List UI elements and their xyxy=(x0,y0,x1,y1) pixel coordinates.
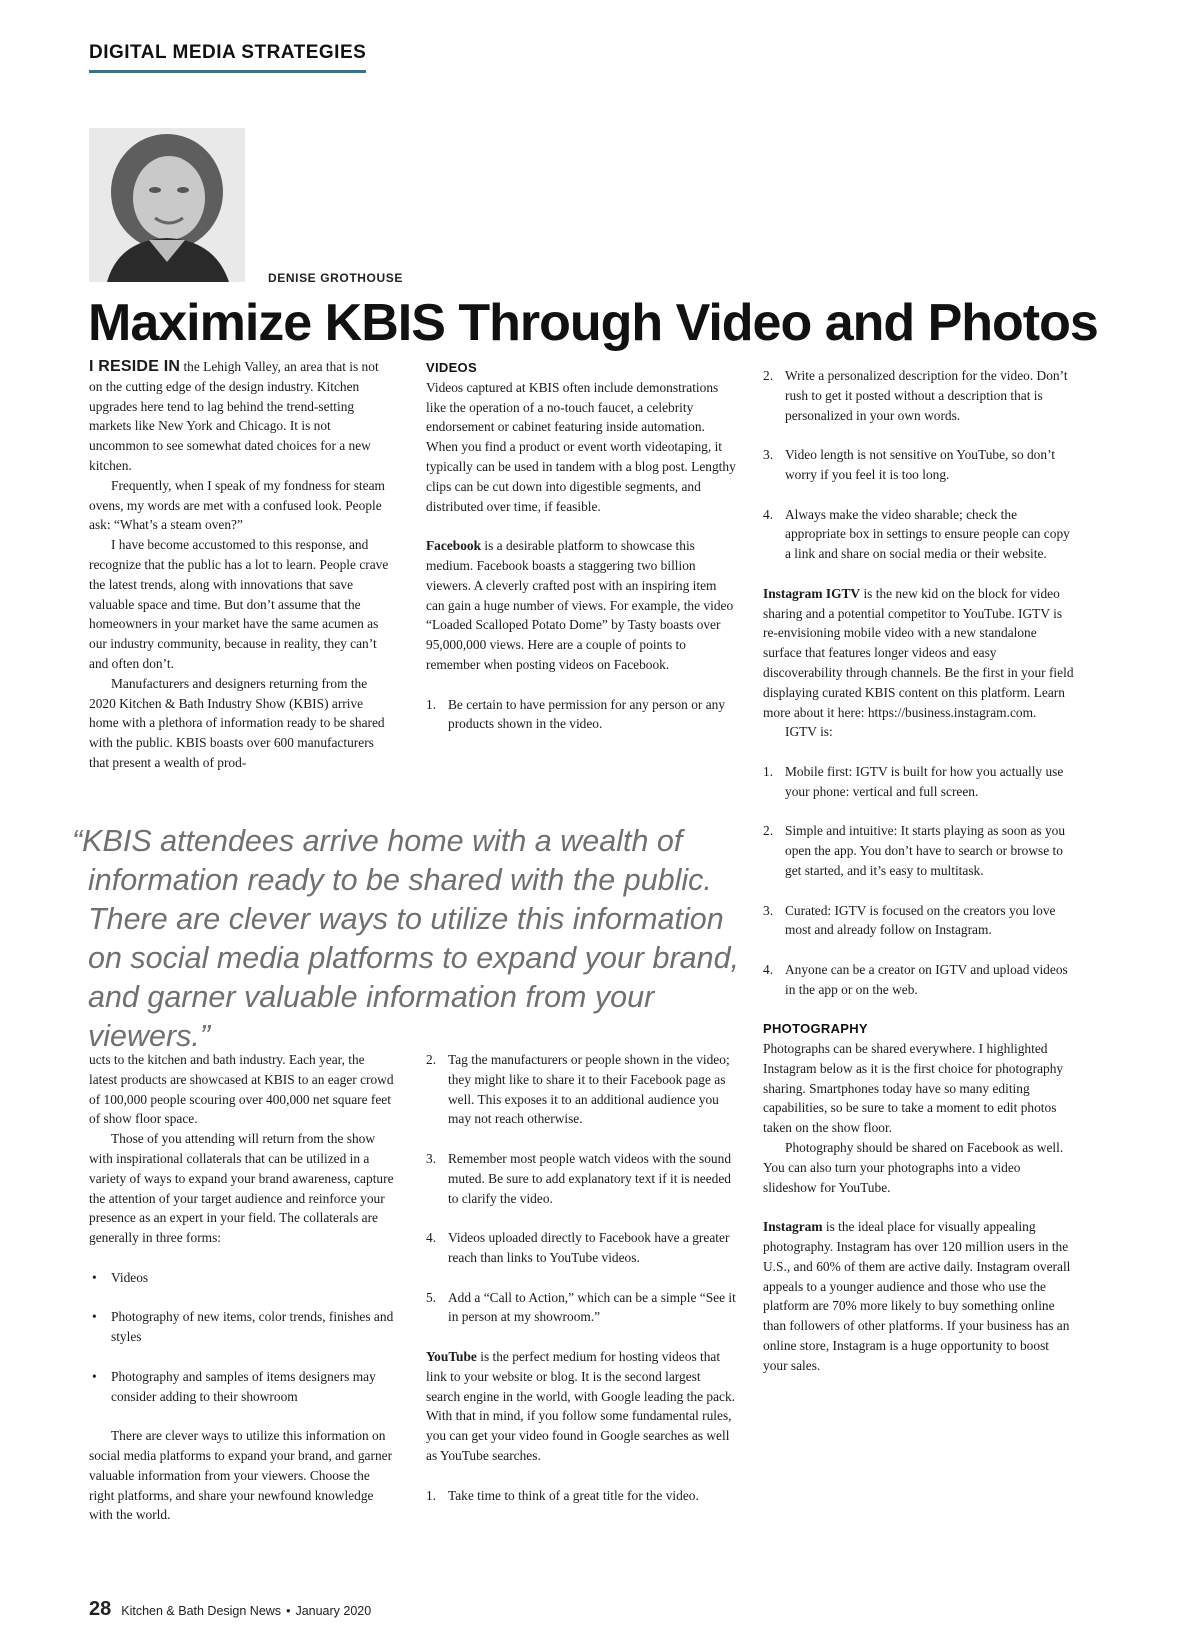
facebook-label: Facebook xyxy=(426,538,482,554)
list-item: 1. Be certain to have permission for any person or any products shown in the video. xyxy=(426,696,726,732)
facebook-list xyxy=(426,695,736,735)
youtube-label: YouTube xyxy=(426,1348,477,1364)
body-paragraph: Manufacturers and designers returning from the 2020 Kitchen & Bath Industry Show (KBIS) arrive home with a plethora of information ready to be shared with the public. KBIS boasts over 600 manufacturers that present a wealth of prod- xyxy=(89,675,385,770)
igtv-label: Instagram IGTV xyxy=(763,585,861,601)
list-item: 4. Anyone can be a creator on IGTV and upload videos in the app or on the web. xyxy=(763,961,1068,997)
list-item: 4. Videos uploaded directly to Facebook have a greater reach than links to YouTube videos. xyxy=(426,1230,730,1265)
bullet-icon: • xyxy=(92,1309,97,1325)
body-paragraph: Photography should be shared on Facebook as well. You can also turn your photographs into a video slideshow for YouTube. xyxy=(763,1140,1064,1195)
column-2-bottom xyxy=(426,1050,736,1505)
list-item: 1. Take time to think of a great title for the video. xyxy=(426,1487,699,1503)
list-item: 4. Always make the video sharable; check the appropriate box in settings to ensure people can copy a link and share on social media or their website. xyxy=(763,506,1070,562)
list-item: 2. Simple and intuitive: It starts playing as soon as you open the app. You don’t have to search or browse to get started, and it’s easy to multitask. xyxy=(763,823,1066,878)
footer-separator: • xyxy=(286,1604,291,1618)
page-footer xyxy=(89,1598,371,1621)
list-item: • Photography and samples of items designers may consider adding to their showroom xyxy=(92,1368,376,1404)
body-paragraph: Those of you attending will return from the show with inspirational collaterals that can be utilized in a variety of ways to expand your brand awareness, capture the attention of your target audience and reinforce your presence as an expert in your field. The collaterals are generally in three forms: xyxy=(89,1131,394,1246)
instagram-label: Instagram xyxy=(763,1219,823,1235)
body-paragraph: Photographs can be shared everywhere. I highlighted Instagram below as it is the first choice for photography sharing. Smartphones today have so many editing capabilities, so be sure to take a moment to edit photos taken on the show floor. xyxy=(763,1041,1064,1136)
publication-name: Kitchen & Bath Design News xyxy=(121,1604,282,1618)
youtube-paragraph: YouTube is the perfect medium for hosting videos that link to your website or blog. It is the second largest search engine in the world, with Google leading the pack. With that in mind, if you follow some fundamental rules, you can get your video found in Google searches as well as YouTube searches. xyxy=(426,1348,736,1463)
body-paragraph: There are clever ways to utilize this information on social media platforms to expand your brand, and garner valuable information from your viewers. Choose the right platforms, and share your newfound knowledge with the world. xyxy=(89,1428,393,1523)
list-item: 3. Curated: IGTV is focused on the creators you love most and already follow on Instagram. xyxy=(763,902,1056,938)
body-paragraph: I have become accustomed to this response, and recognize that the public has a lot to learn. People crave the latest trends, along with innovations that save valuable space and time. But don’t assume that the homeowners in your market have the same acumen as our industry community, because in reality, they can’t and often don’t. xyxy=(89,537,389,671)
section-label: DIGITAL MEDIA STRATEGIES xyxy=(89,42,366,73)
body-paragraph: Frequently, when I speak of my fondness for steam ovens, my words are met with a confused look. People ask: “What’s a steam oven?” xyxy=(89,477,385,533)
issue-date: January 2020 xyxy=(295,1604,372,1618)
youtube-list-continued xyxy=(763,366,1075,564)
column-1-top xyxy=(89,357,394,773)
bullet-icon: • xyxy=(92,1368,97,1384)
bullet-icon: • xyxy=(92,1269,97,1285)
pull-quote: “KBIS attendees arrive home with a wealth of information ready to be shared with the public. There are clever ways to utilize this information on social media platforms to expand your brand, and garner valuable information from your viewers.” xyxy=(72,824,740,1053)
collateral-bullet-list xyxy=(89,1268,394,1407)
intro-paragraph: I RESIDE IN the Lehigh Valley, an area that is not on the cutting edge of the design industry. Kitchen upgrades here tend to lag behind the trend-setting markets like New York and Chicago. It is not uncommon to see somewhat dated choices for a new kitchen. xyxy=(89,358,379,473)
list-item: 3. Video length is not sensitive on YouTube, so don’t worry if you feel it is too long. xyxy=(763,447,1056,482)
lead-in: I RESIDE IN xyxy=(89,358,181,375)
list-item: 2. Tag the manufacturers or people shown in the video; they might like to share it to their Facebook page as well. This exposes it to an additional audience you may not reach otherwise. xyxy=(426,1052,730,1127)
igtv-paragraph: Instagram IGTV is the new kid on the block for video sharing and a potential competitor to YouTube. IGTV is re-envisioning mobile video with a new standalone surface that features longer videos and easy discoverability through channels. Be the first in your field displaying curated KBIS content on this platform. Learn more about it here: https://business.instagram.com. xyxy=(763,585,1074,720)
section-subhead-videos: VIDEOS xyxy=(426,360,477,375)
section-subhead-photography: PHOTOGRAPHY xyxy=(763,1021,868,1037)
list-item: 2. Write a personalized description for the video. Don’t rush to get it posted without a description that is personalized in your own words. xyxy=(763,368,1068,423)
column-1-bottom xyxy=(89,1050,394,1525)
body-paragraph: ucts to the kitchen and bath industry. Each year, the latest products are showcased at KBIS to an eager crowd of 100,000 people scouring over 400,000 net square feet of show floor space. xyxy=(89,1052,394,1127)
instagram-paragraph: Instagram is the ideal place for visually appealing photography. Instagram has over 120 million users in the U.S., and 60% of them are active daily. Instagram overall appeals to a younger audience and those who use the platform are 70% more likely to buy something online than followers of other platforms. If your business has an online store, Instagram is a huge opportunity to boost your sales. xyxy=(763,1219,1071,1373)
author-portrait xyxy=(89,128,245,282)
column-3 xyxy=(763,366,1075,1376)
body-paragraph: Videos captured at KBIS often include demonstrations like the operation of a no-touch faucet, a celebrity endorsement or cabinet featuring inside automation. When you find a product or event worth videotaping, it typically can be used in tandem with a blog post. Lengthy clips can be cut down into digestible segments, and distributed over time, if feasible. xyxy=(426,379,736,514)
list-item: 5. Add a “Call to Action,” which can be a simple “See it in person at my showroom.” xyxy=(426,1289,736,1325)
facebook-paragraph: Facebook is a desirable platform to showcase this medium. Facebook boasts a staggering two billion viewers. A cleverly crafted post with an inspiring item can gain a huge number of views. For example, the video “Loaded Scalloped Potato Dome” by Tasty boasts over 95,000,000 views. Here are a couple of points to remember when posting videos on Facebook. xyxy=(426,538,734,672)
list-item: • Photography of new items, color trends, finishes and styles xyxy=(92,1309,394,1345)
author-byline: DENISE GROTHOUSE xyxy=(268,271,403,285)
page-number: 28 xyxy=(89,1598,112,1620)
column-2-top xyxy=(426,358,736,734)
list-item: 3. Remember most people watch videos with the sound muted. Be sure to add explanatory text if it is needed to clarify the video. xyxy=(426,1150,732,1206)
igtv-list xyxy=(763,762,1075,1000)
list-item: 1. Mobile first: IGTV is built for how you actually use your phone: vertical and full screen. xyxy=(763,763,1064,799)
facebook-list-continued xyxy=(426,1050,736,1327)
youtube-list xyxy=(426,1486,736,1506)
igtv-is-line: IGTV is: xyxy=(785,724,833,740)
list-item: • Videos xyxy=(89,1268,394,1288)
author-photo-image xyxy=(89,128,245,282)
article-headline: Maximize KBIS Through Video and Photos xyxy=(88,294,1098,352)
